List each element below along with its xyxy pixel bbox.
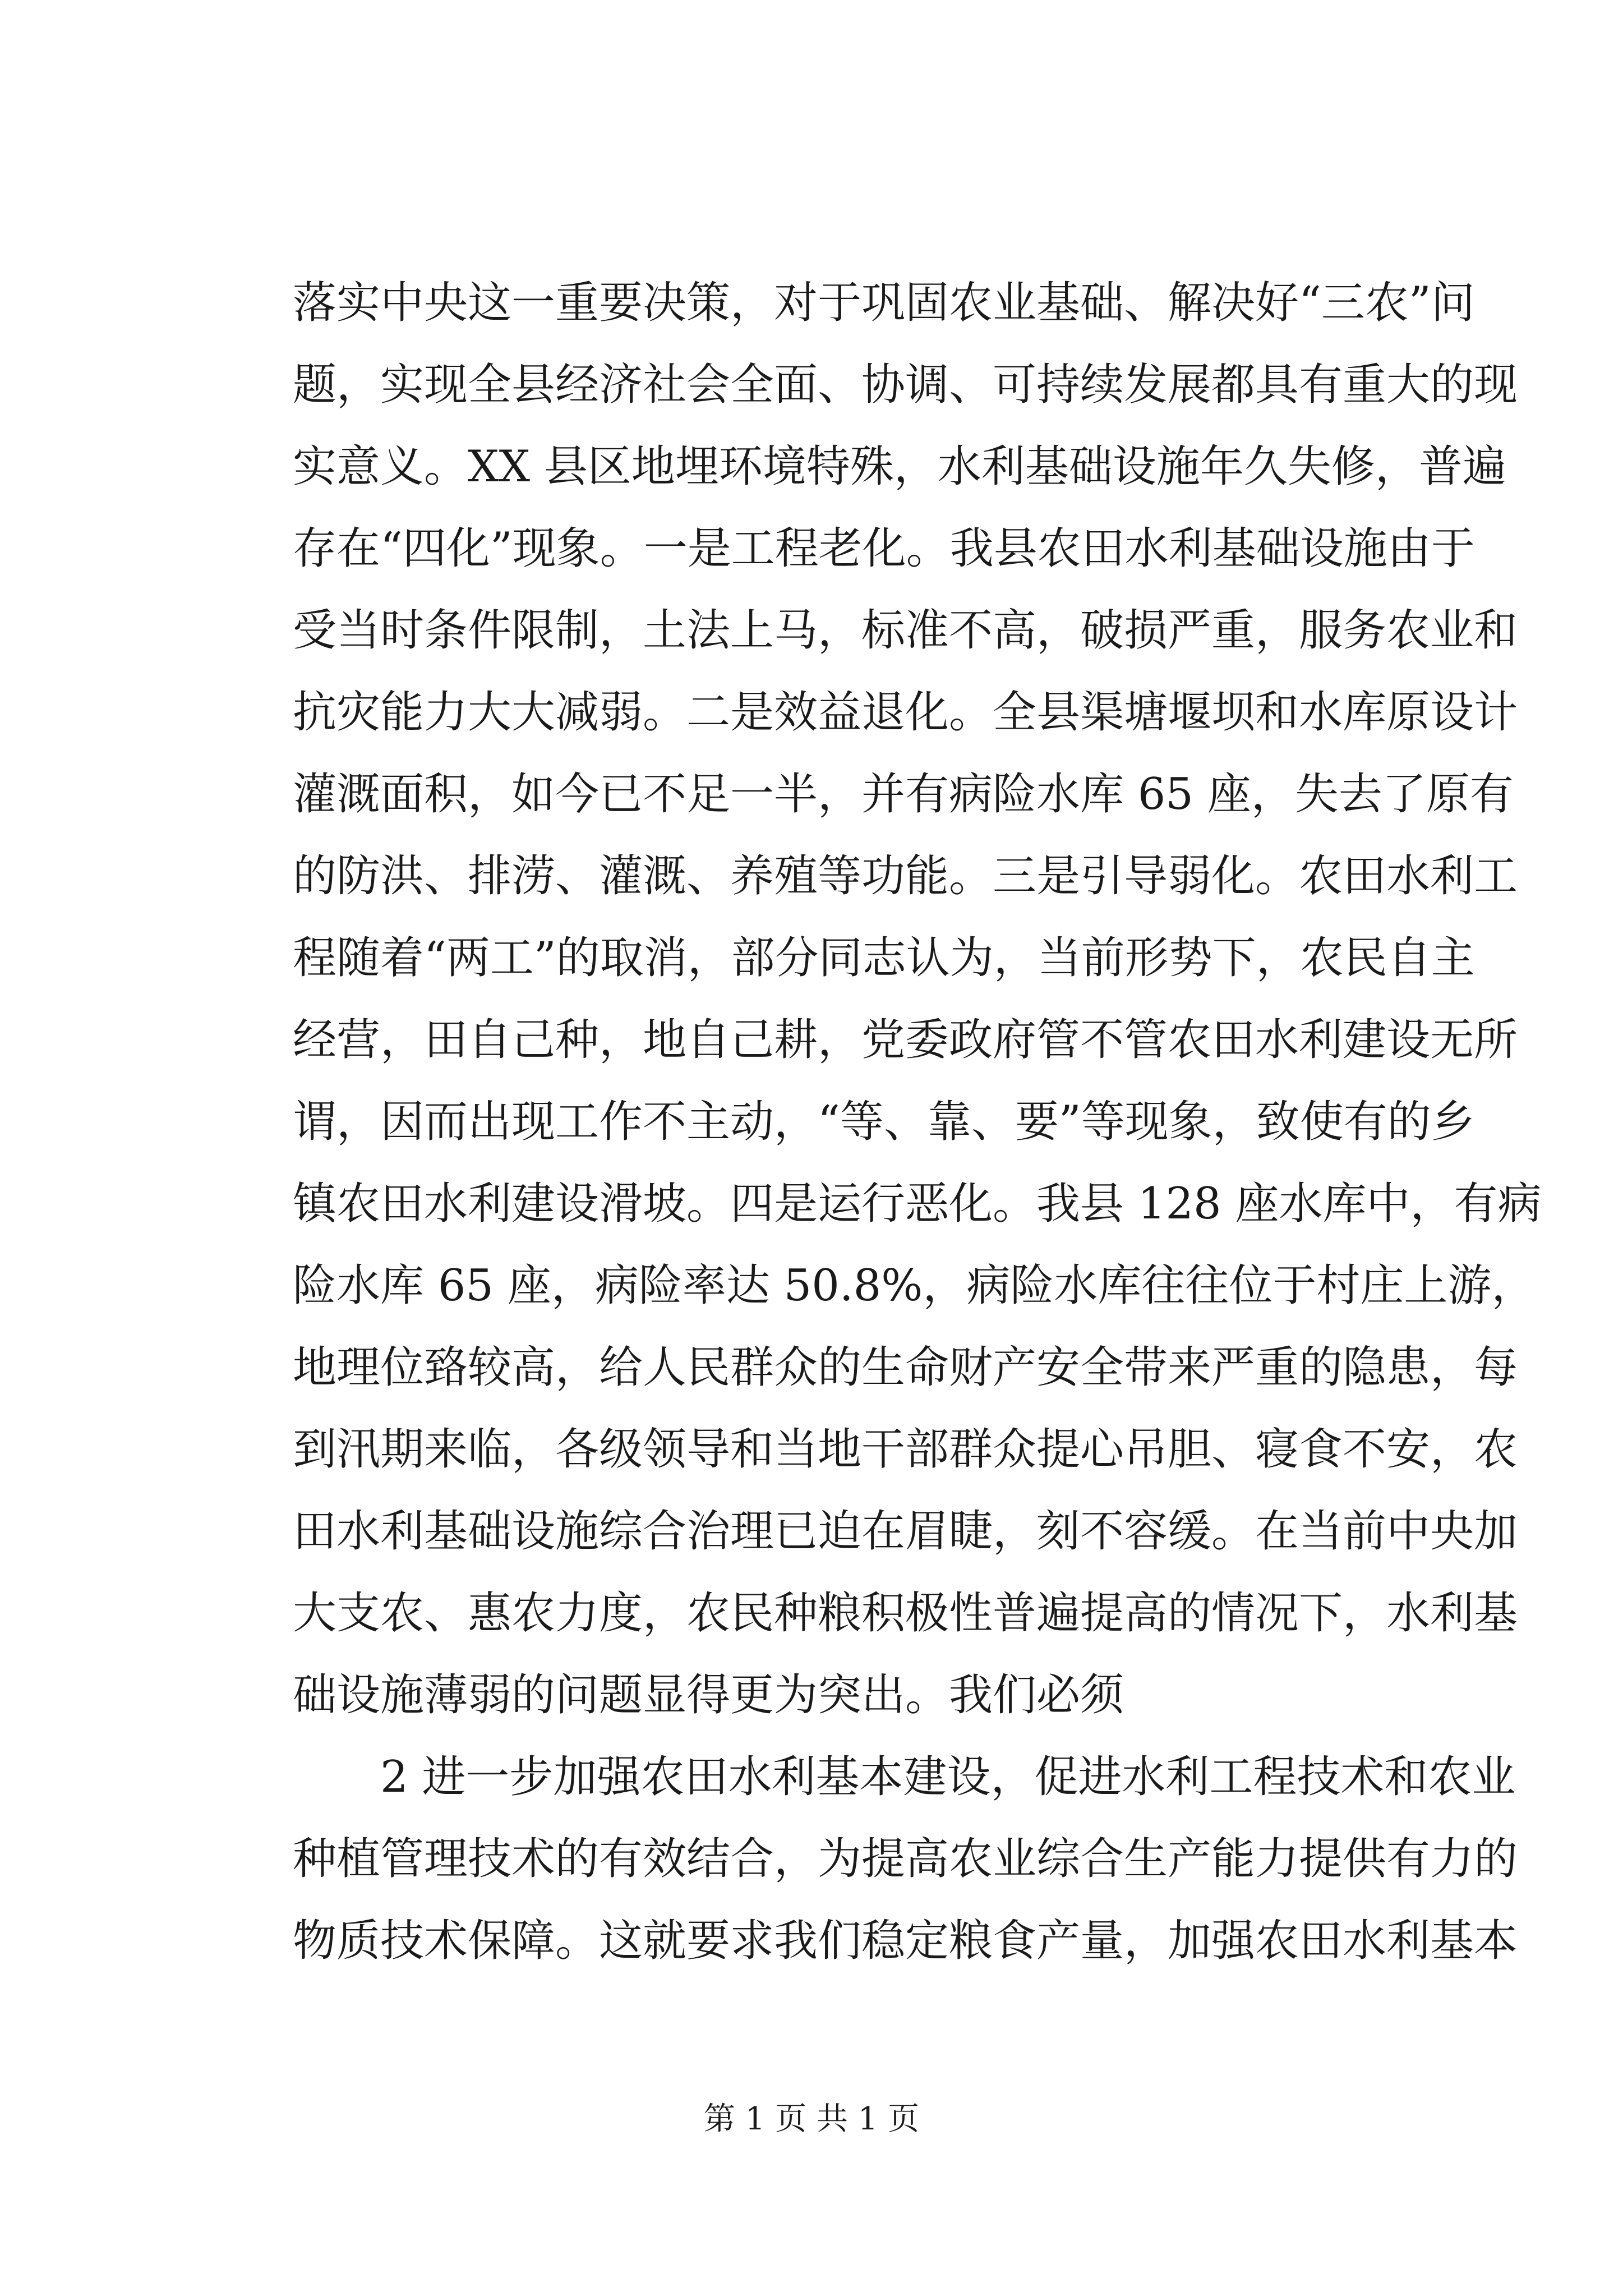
text-line: 谓，因而出现工作不主动，“等、靠、要”等现象，致使有的乡 [293,1097,1475,1147]
text-line: 田水利基础设施综合治理已迫在眉睫，刻不容缓。在当前中央加 [293,1506,1518,1557]
text-line: 抗灾能力大大减弱。二是效益退化。全县渠塘堰坝和水库原设计 [293,687,1518,738]
text-line: 程随着“两工”的取消，部分同志认为，当前形势下，农民自主 [293,933,1475,983]
page-footer [0,2097,1623,2142]
document-body [293,262,1542,1982]
text-line: 经营，田自己种，地自己耕，党委政府管不管农田水利建设无所 [293,1015,1518,1065]
text-line: 实意义。XX 县区地埋环境特殊，水利基础设施年久失修，普遍 [293,441,1506,492]
text-line: 落实中央这一重要决策，对于巩固农业基础、解决好“三农”问 [293,278,1475,328]
text-line: 到汛期来临，各级领导和当地干部群众提心吊胆、寝食不安，农 [293,1424,1518,1475]
text-line: 地理位臵较高，给人民群众的生命财产安全带来严重的隐患，每 [293,1342,1518,1393]
text-line: 镇农田水利建设滑坡。四是运行恶化。我县 128 座水库中，有病 [293,1179,1542,1229]
paragraph-2 [293,1736,1518,1982]
text-line: 的防洪、排涝、灌溉、养殖等功能。三是引导弱化。农田水利工 [293,851,1518,901]
text-line: 题，实现全县经济社会全面、协调、可持续发展都具有重大的现 [293,360,1518,410]
text-line: 2 进一步加强农田水利基本建设，促进水利工程技术和农业 [380,1752,1516,1802]
text-line: 物质技术保障。这就要求我们稳定粮食产量，加强农田水利基本 [293,1916,1518,1966]
page-number: 第 1 页 共 1 页 [703,2101,920,2137]
text-line: 受当时条件限制，土法上马，标准不高，破损严重，服务农业和 [293,605,1518,656]
text-line: 种植管理技术的有效结合，为提高农业综合生产能力提供有力的 [293,1834,1518,1884]
text-line: 险水库 65 座，病险率达 50.8%，病险水库往往位于村庄上游， [293,1260,1536,1311]
text-line: 灌溉面积，如今已不足一半，并有病险水库 65 座，失去了原有 [293,769,1514,820]
text-line: 础设施薄弱的问题显得更为突出。我们必须 [293,1670,1124,1720]
text-line: 存在“四化”现象。一是工程老化。我县农田水利基础设施由于 [293,523,1475,574]
text-line: 大支农、惠农力度，农民种粮积极性普遍提高的情况下，水利基 [293,1588,1518,1639]
paragraph-1 [293,262,1542,1736]
